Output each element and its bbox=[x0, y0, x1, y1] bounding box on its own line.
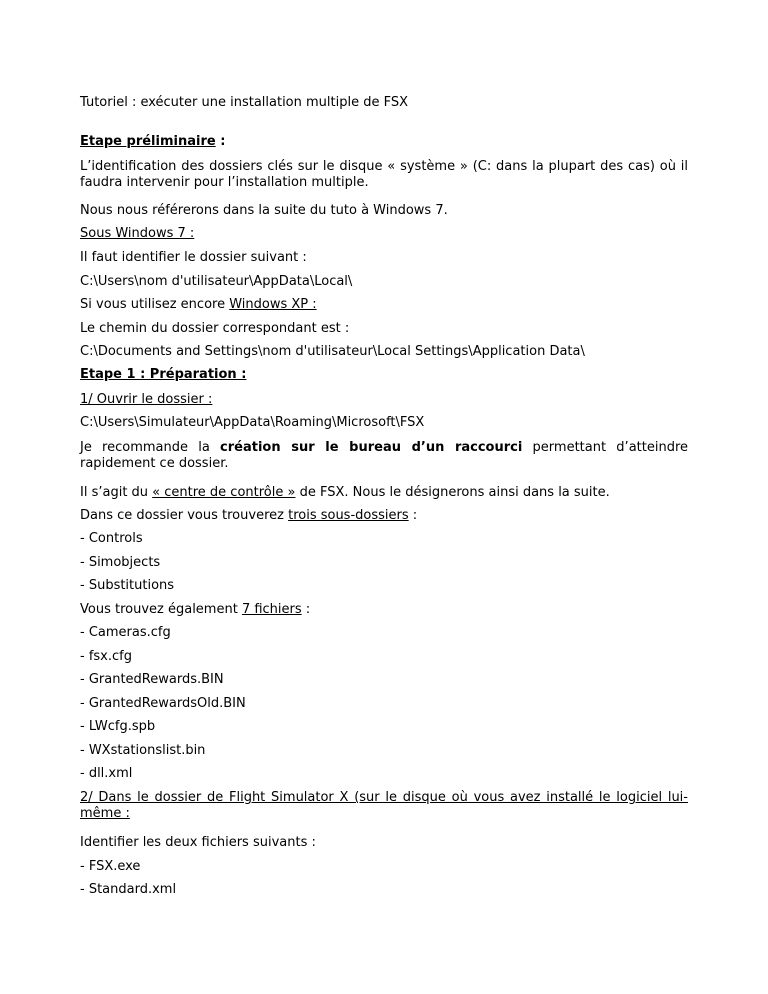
rec-post: permettant d’atteindre rapidement ce dossier. bbox=[80, 440, 689, 471]
cc-post: de FSX. Nous le désignerons ainsi dans la suite. bbox=[295, 485, 610, 500]
sub-post: : bbox=[408, 508, 418, 523]
file-item: - fsx.cfg bbox=[80, 649, 132, 664]
fsx-file-item: - FSX.exe bbox=[80, 859, 141, 874]
xp-text: Le chemin du dossier correspondant est : bbox=[80, 321, 350, 336]
win7-path: C:\Users\nom d'utilisateur\AppData\Local\ bbox=[80, 274, 353, 289]
subfolders-line bbox=[80, 508, 417, 524]
win7-text: Il faut identifier le dossier suivant : bbox=[80, 250, 307, 265]
sub-link: trois sous-dossiers bbox=[288, 508, 409, 523]
files-post: : bbox=[301, 602, 311, 617]
files-link: 7 fichiers bbox=[241, 602, 302, 617]
recommendation bbox=[80, 440, 688, 472]
folder-item: - Simobjects bbox=[80, 555, 161, 570]
fsx-file-item: - Standard.xml bbox=[80, 882, 177, 897]
file-item: - GrantedRewardsOld.BIN bbox=[80, 696, 246, 711]
cc-pre: Il s’agit du bbox=[80, 485, 153, 500]
sub-pre: Dans ce dossier vous trouverez bbox=[80, 508, 289, 523]
folder-item: - Controls bbox=[80, 531, 143, 546]
doc-title: Tutoriel : exécuter une installation multiple de FSX bbox=[80, 95, 409, 110]
step1-heading: Etape 1 : Préparation : bbox=[80, 367, 247, 382]
xp-line bbox=[80, 297, 317, 313]
win7-label: Sous Windows 7 : bbox=[80, 226, 195, 241]
cc-link: « centre de contrôle » bbox=[152, 485, 296, 500]
xp-path: C:\Documents and Settings\nom d'utilisateur\Local Settings\Application Data\ bbox=[80, 344, 585, 359]
step1-sub2: 2/ Dans le dossier de Flight Simulator X (sur le disque où vous avez installé le logiciel lui-même : bbox=[80, 790, 688, 821]
file-item: - WXstationslist.bin bbox=[80, 743, 206, 758]
prelim-heading-text: Etape préliminaire bbox=[80, 134, 216, 149]
prelim-ref: Nous nous référerons dans la suite du tuto à Windows 7. bbox=[80, 203, 448, 218]
file-item: - Cameras.cfg bbox=[80, 625, 171, 640]
file-item: - GrantedRewards.BIN bbox=[80, 672, 224, 687]
step1-path: C:\Users\Simulateur\AppData\Roaming\Microsoft\FSX bbox=[80, 415, 425, 430]
rec-bold: création sur le bureau d’un raccourci bbox=[220, 440, 523, 455]
xp-pre: Si vous utilisez encore bbox=[80, 297, 230, 312]
identify-text: Identifier les deux fichiers suivants : bbox=[80, 835, 316, 850]
rec-pre: Je recommande la bbox=[80, 440, 221, 455]
folder-item: - Substitutions bbox=[80, 578, 175, 593]
prelim-heading bbox=[80, 134, 225, 150]
step1-sub1: 1/ Ouvrir le dossier : bbox=[80, 392, 213, 407]
file-item: - dll.xml bbox=[80, 766, 133, 781]
prelim-intro: L’identification des dossiers clés sur le disque « système » (C: dans la plupart des cas) où il faudra intervenir pour l’installation multiple. bbox=[80, 159, 688, 190]
prelim-heading-colon: : bbox=[215, 134, 226, 149]
xp-label: Windows XP : bbox=[229, 297, 317, 312]
control-center-line bbox=[80, 485, 610, 501]
files-line bbox=[80, 602, 310, 618]
file-item: - LWcfg.spb bbox=[80, 719, 156, 734]
files-pre: Vous trouvez également bbox=[80, 602, 242, 617]
